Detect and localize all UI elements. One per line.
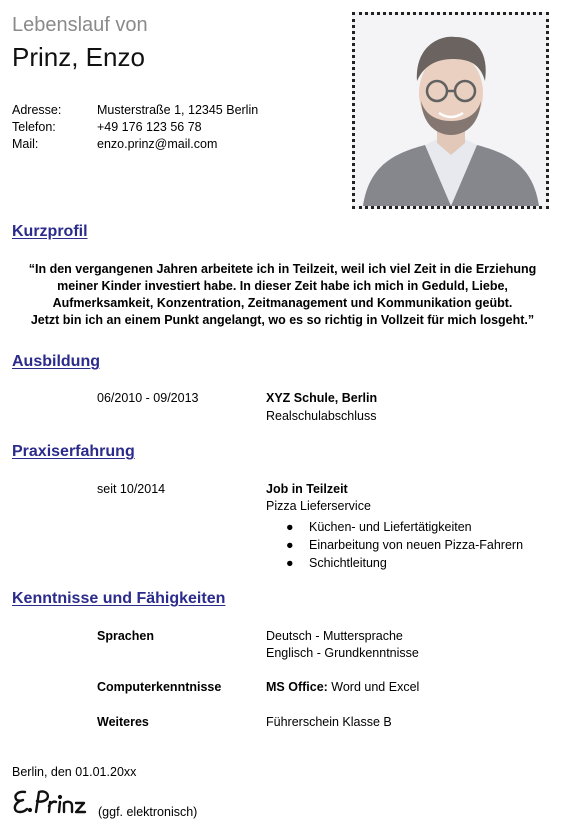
contact-label: Adresse: [12,103,62,117]
bullet-icon: ● [286,520,294,534]
list-item [286,554,523,572]
skill-label-computer: Computerkenntnisse [97,680,222,694]
contact-label: Mail: [12,137,39,151]
contact-value: Musterstraße 1, 12345 Berlin [97,103,259,117]
skill-language: Deutsch - Muttersprache [266,629,403,643]
section-heading-ausbildung: Ausbildung [12,353,100,370]
signature-note: (ggf. elektronisch) [98,805,198,819]
bullet-icon: ● [286,556,294,570]
signature-icon [12,788,94,816]
list-item [286,536,523,554]
education-degree: Realschulabschluss [266,409,377,423]
skill-computer-rest: Word und Excel [327,680,420,694]
task-text: Schichtleitung [309,556,387,570]
section-heading-kenntnisse: Kenntnisse und Fähigkeiten [12,590,226,607]
quote-line: Aufmerksamkeit, Konzentration, Zeitmanagement und Kommunikation geübt. [52,296,513,310]
skill-computer-bold: MS Office: [266,680,328,694]
task-text: Einarbeitung von neuen Pizza-Fahrern [309,538,524,552]
skill-label-weiteres: Weiteres [97,715,149,729]
profile-quote [12,261,553,329]
signature-row [12,788,197,819]
job-period: seit 10/2014 [97,482,166,496]
section-heading-praxis: Praxiserfahrung [12,443,135,460]
pre-title: Lebenslauf von [12,14,148,36]
contact-row-phone [12,119,258,136]
education-period: 06/2010 - 09/2013 [97,391,199,405]
contact-row-address [12,102,258,119]
bullet-icon: ● [286,538,294,552]
contact-row-mail [12,136,258,153]
place-date: Berlin, den 01.01.20xx [12,765,137,779]
portrait-photo [352,12,549,209]
job-task-list [286,518,523,572]
job-title: Job in Teilzeit [266,482,348,496]
skill-weiteres: Führerschein Klasse B [266,715,392,729]
skill-computer [266,679,419,696]
contact-block [12,102,258,153]
section-heading-kurzprofil: Kurzprofil [12,223,88,240]
contact-label: Telefon: [12,120,56,134]
skill-label-sprachen: Sprachen [97,629,154,643]
quote-line: Jetzt bin ich an einem Punkt angelangt, wo es so richtig in Vollzeit für mich losgeht.” [30,313,535,327]
task-text: Küchen- und Liefertätigkeiten [309,520,472,534]
quote-line: “In den vergangenen Jahren arbeitete ich in Teilzeit, weil ich viel Zeit in die Erziehung [28,262,537,276]
job-employer: Pizza Lieferservice [266,499,371,513]
education-school: XYZ Schule, Berlin [266,391,378,405]
contact-value: enzo.prinz@mail.com [97,137,218,151]
skill-language: Englisch - Grundkenntnisse [266,646,419,660]
list-item [286,518,523,536]
contact-value: +49 176 123 56 78 [97,120,202,134]
quote-line: meiner Kinder investiert habe. In dieser Zeit habe ich mich in Geduld, Liebe, [57,279,508,293]
applicant-name: Prinz, Enzo [12,42,145,72]
portrait-icon [355,15,546,206]
